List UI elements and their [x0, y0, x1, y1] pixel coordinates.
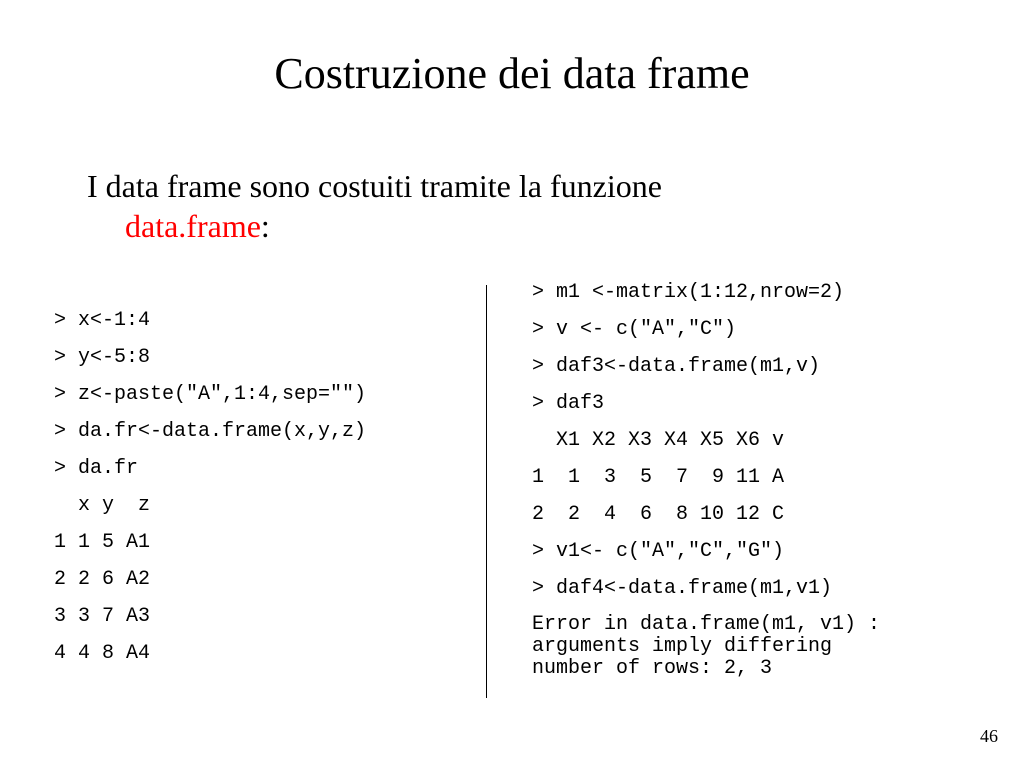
code-line: > da.fr	[54, 457, 139, 480]
code-output-line: 1 1 3 5 7 9 11 A	[532, 466, 785, 489]
function-name: data.frame	[125, 208, 261, 244]
code-output-line: x y z	[54, 494, 151, 517]
code-output-line: 1 1 5 A1	[54, 531, 151, 554]
intro-paragraph	[87, 166, 907, 246]
intro-text: I data frame sono costuiti tramite la funzione	[87, 168, 662, 204]
code-output-line: 2 2 4 6 8 10 12 C	[532, 503, 785, 526]
error-message	[532, 614, 880, 680]
code-output-line: X1 X2 X3 X4 X5 X6 v	[532, 429, 785, 452]
code-line: > daf4<-data.frame(m1,v1)	[532, 577, 833, 600]
column-divider	[486, 285, 487, 698]
error-line: number of rows: 2, 3	[532, 657, 773, 680]
page-number: 46	[980, 726, 998, 746]
code-line: > v <- c("A","C")	[532, 318, 737, 341]
code-line: > da.fr<-data.frame(x,y,z)	[54, 420, 367, 443]
intro-suffix: :	[260, 208, 270, 244]
code-line: > v1<- c("A","C","G")	[532, 540, 785, 563]
right-code-block	[532, 281, 844, 614]
code-line: > x<-1:4	[54, 309, 151, 332]
code-line: > m1 <-matrix(1:12,nrow=2)	[532, 281, 845, 304]
left-code-block	[54, 309, 366, 679]
code-output-line: 2 2 6 A2	[54, 568, 151, 591]
slide-title: Costruzione dei data frame	[274, 49, 750, 98]
error-line: arguments imply differing	[532, 635, 833, 658]
code-output-line: 3 3 7 A3	[54, 605, 151, 628]
code-line: > z<-paste("A",1:4,sep="")	[54, 383, 367, 406]
code-line: > y<-5:8	[54, 346, 151, 369]
code-line: > daf3	[532, 392, 605, 415]
code-output-line: 4 4 8 A4	[54, 642, 151, 665]
intro-line-2	[87, 206, 907, 246]
code-line: > daf3<-data.frame(m1,v)	[532, 355, 821, 378]
error-line: Error in data.frame(m1, v1) :	[532, 613, 881, 636]
